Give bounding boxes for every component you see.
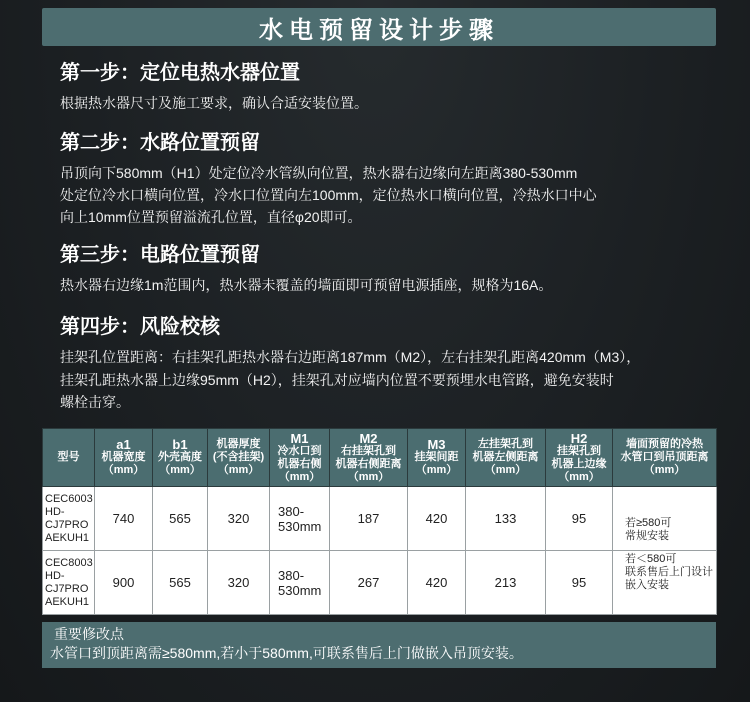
notice-title: 重要修改点 (54, 626, 124, 642)
step-4-title: 第四步：风险校核 (60, 316, 220, 338)
step-1-title: 第一步：定位电热水器位置 (60, 62, 300, 84)
cell-model: CEC6003 HD- CJ7PRO AEKUH1 (43, 487, 95, 551)
cell-m3: 420 (408, 551, 466, 615)
cell-note: 若≥580可 常规安装 (613, 487, 717, 551)
step-3-body: 热水器右边缘1m范围内，热水器未覆盖的墙面即可预留电源插座，规格为16A。 (60, 277, 553, 293)
table-header-row (43, 429, 717, 487)
cell-m2: 267 (330, 551, 408, 615)
cell-a1: 900 (95, 551, 153, 615)
header-pipe-distance: 墙面预留的冷热 水管口到吊顶距离 （mm） (613, 429, 717, 487)
cell-m2: 187 (330, 487, 408, 551)
header-m1: M1 冷水口到 机器右侧 （mm） (270, 429, 330, 487)
page-title: 水电预留设计步骤 (259, 16, 499, 44)
cell-model: CEC8003 HD- CJ7PRO AEKUH1 (43, 551, 95, 615)
table-row (43, 551, 717, 615)
cell-left-hole: 213 (466, 551, 546, 615)
title-banner (42, 8, 716, 46)
header-b1: b1 外壳高度 （mm） (153, 429, 208, 487)
step-3-title: 第三步：电路位置预留 (60, 244, 260, 266)
cell-thickness: 320 (208, 487, 270, 551)
table-row (43, 487, 717, 551)
cell-h2: 95 (546, 551, 613, 615)
header-h2: H2 挂架孔到 机器上边缘 （mm） (546, 429, 613, 487)
header-model: 型号 (43, 429, 95, 487)
step-1 (60, 60, 700, 114)
step-2-title: 第二步：水路位置预留 (60, 132, 260, 154)
cell-b1: 565 (153, 487, 208, 551)
cell-note: 若＜580可 联系售后上门设计 嵌入安装 (613, 551, 717, 615)
step-2-body: 吊顶向下580mm（H1）处定位冷水管纵向位置，热水器右边缘向左距离380-530mm 处定位冷水口横向位置，冷水口位置向左100mm，定位热水口横向位置，冷热水口中心 向上10mm位置预留溢流孔位置，直径φ20即可。 (60, 165, 597, 225)
cell-m1: 380- 530mm (270, 551, 330, 615)
step-2 (60, 130, 700, 228)
cell-a1: 740 (95, 487, 153, 551)
cell-left-hole: 133 (466, 487, 546, 551)
spec-table (42, 428, 717, 615)
cell-m3: 420 (408, 487, 466, 551)
step-3 (60, 242, 700, 296)
step-4-body: 挂架孔位置距离：右挂架孔距热水器右边距离187mm（M2），左右挂架孔距离420mm（M3）， 挂架孔距热水器上边缘95mm（H2），挂架孔对应墙内位置不要预埋水电管路，避免安装时 螺栓击穿。 (60, 349, 641, 410)
cell-b1: 565 (153, 551, 208, 615)
header-left-hole: 左挂架孔到 机器左侧距离 （mm） (466, 429, 546, 487)
spec-table-container (42, 428, 716, 615)
header-a1: a1 机器宽度 （mm） (95, 429, 153, 487)
step-1-body: 根据热水器尺寸及施工要求，确认合适安装位置。 (60, 95, 368, 111)
step-4 (60, 314, 700, 414)
header-m2: M2 右挂架孔到 机器右侧距离 （mm） (330, 429, 408, 487)
cell-thickness: 320 (208, 551, 270, 615)
notice-box (42, 622, 716, 668)
cell-m1: 380- 530mm (270, 487, 330, 551)
notice-text: 水管口到顶距离需≥580mm,若小于580mm,可联系售后上门做嵌入吊顶安装。 (50, 645, 523, 661)
header-thickness: 机器厚度 (不含挂架) （mm） (208, 429, 270, 487)
cell-h2: 95 (546, 487, 613, 551)
header-m3: M3 挂架间距 （mm） (408, 429, 466, 487)
